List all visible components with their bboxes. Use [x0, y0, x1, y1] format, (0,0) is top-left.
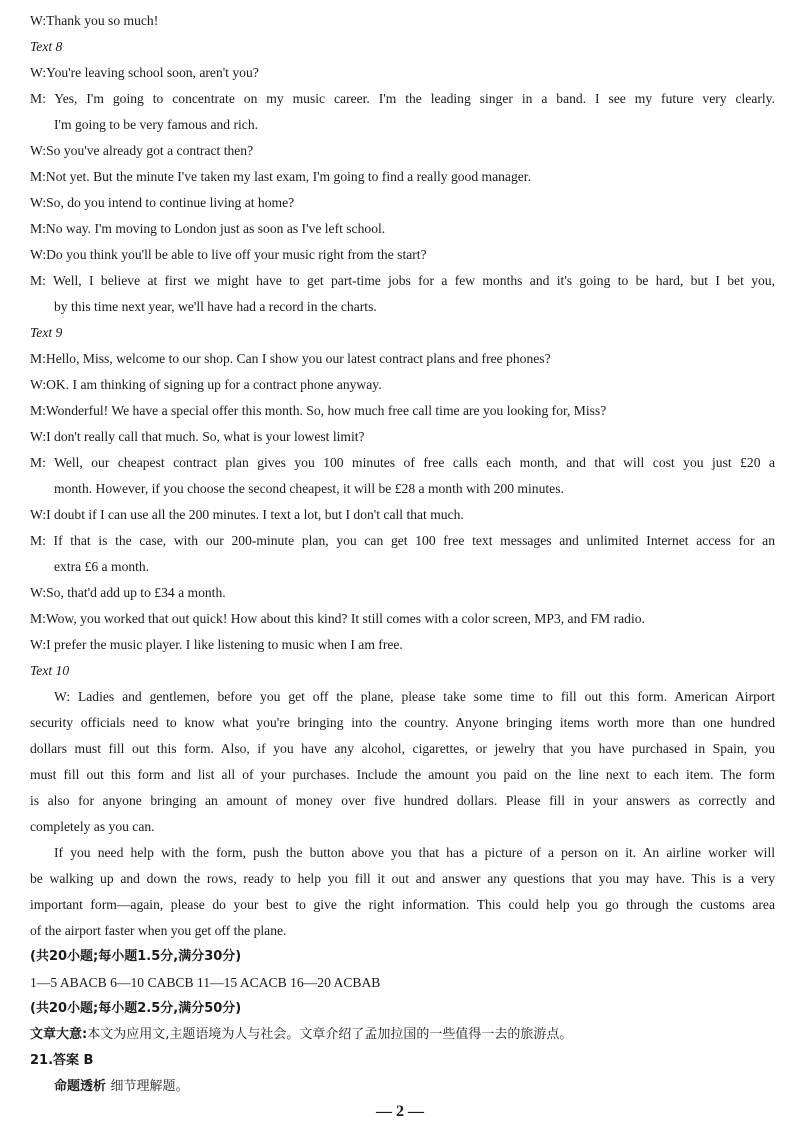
- utterance-text: You're leaving school soon, aren't you?: [46, 65, 259, 80]
- text-heading: Text 9: [30, 325, 63, 340]
- paragraph-line: completely as you can.: [30, 819, 155, 834]
- speaker-label: W:: [30, 13, 47, 28]
- utterance-text: Thank you so much!: [46, 13, 159, 28]
- dialogue-continuation: extra £6 a month.: [54, 559, 150, 574]
- dialogue-line: [30, 398, 775, 424]
- page-number: — 2 —: [376, 1103, 424, 1120]
- paragraph-line: is also for anyone bringing an amount of money over five hundred dollars. Please fill in your answers as correctly and: [30, 793, 775, 808]
- speaker-label: W:: [30, 429, 47, 444]
- dialogue-line: [30, 424, 775, 450]
- dialogue-line: [30, 346, 775, 372]
- paragraph-first-line: If you need help with the form, push the button above you that has a picture of a person on it. An airline worker will: [54, 845, 775, 860]
- paragraph-line: dollars must fill out this form. Also, if you have any alcohol, cigarettes, or jewelry that you have purchased in Spain, you: [30, 741, 775, 756]
- speaker-label: W:: [30, 195, 47, 210]
- dialogue-continuation: month. However, if you choose the second cheapest, it will be £28 a month with 200 minutes.: [54, 481, 564, 496]
- analysis-text: 细节理解题。: [110, 1079, 189, 1094]
- utterance-text: So, that'd add up to £34 a month.: [46, 585, 226, 600]
- paragraph-line: of the airport faster when you get off the plane.: [30, 923, 287, 938]
- utterance-text: Do you think you'll be able to live off your music right from the start?: [46, 247, 427, 262]
- utterance-text: Not yet. But the minute I've taken my last exam, I'm going to find a really good manager.: [45, 169, 531, 184]
- dialogue-line: [30, 632, 775, 658]
- dialogue-line: [30, 60, 775, 86]
- analysis-line: [54, 1074, 799, 1100]
- speaker-label: W:: [30, 377, 47, 392]
- dialogue-line: [30, 190, 775, 216]
- utterance-text: I doubt if I can use all the 200 minutes. I text a lot, but I don't call that much.: [46, 507, 464, 522]
- utterance-text: So, do you intend to continue living at home?: [46, 195, 295, 210]
- answer-line: 21.答案 B: [30, 1053, 94, 1068]
- dialogue-line: M: Yes, I'm going to concentrate on my music career. I'm the leading singer in a band. I see my future very clearly.: [30, 91, 775, 106]
- dialogue-line: [30, 138, 775, 164]
- dialogue-line: [30, 372, 775, 398]
- section-header: (共20小题;每小题1.5分,满分30分): [30, 949, 242, 964]
- speaker-label: W:: [30, 65, 47, 80]
- dialogue-line: [30, 164, 775, 190]
- dialogue-line: [30, 8, 775, 34]
- dialogue-line: [30, 606, 775, 632]
- utterance-text: No way. I'm moving to London just as soon as I've left school.: [45, 221, 386, 236]
- section-header: (共20小题;每小题2.5分,满分50分): [30, 1001, 242, 1016]
- paragraph-line: be walking up and down the rows, ready to help you fill it out and answer any questions that you may have. This is a very: [30, 871, 775, 886]
- summary-text: 本文为应用文,主题语境为人与社会。文章介绍了孟加拉国的一些值得一去的旅游点。: [87, 1027, 573, 1042]
- utterance-text: OK. I am thinking of signing up for a contract phone anyway.: [46, 377, 382, 392]
- speaker-label: M:: [30, 221, 46, 236]
- speaker-label: W:: [30, 143, 47, 158]
- dialogue-line: [30, 242, 775, 268]
- speaker-label: W:: [30, 247, 47, 262]
- dialogue-line: [30, 216, 775, 242]
- analysis-label: 命题透析: [54, 1079, 111, 1094]
- speaker-label: W:: [30, 637, 47, 652]
- dialogue-continuation: I'm going to be very famous and rich.: [54, 117, 259, 132]
- speaker-label: M:: [30, 351, 46, 366]
- dialogue-continuation: by this time next year, we'll have had a record in the charts.: [54, 299, 377, 314]
- dialogue-line: M: If that is the case, with our 200-minute plan, you can get 100 free text messages and unlimited Internet access for an: [30, 533, 775, 548]
- summary-label: 文章大意:: [30, 1027, 88, 1042]
- dialogue-line: [30, 580, 775, 606]
- utterance-text: Hello, Miss, welcome to our shop. Can I show you our latest contract plans and free phones?: [45, 351, 551, 366]
- paragraph-line: 1—5 ABACB 6—10 CABCB 11—15 ACACB 16—20 ACBAB: [30, 975, 381, 990]
- speaker-label: M:: [30, 611, 46, 626]
- speaker-label: W:: [30, 507, 47, 522]
- article-summary: [30, 1022, 775, 1048]
- dialogue-line: [30, 502, 775, 528]
- speaker-label: W:: [30, 585, 47, 600]
- utterance-text: So you've already got a contract then?: [46, 143, 254, 158]
- text-heading: Text 8: [30, 39, 63, 54]
- utterance-text: I don't really call that much. So, what is your lowest limit?: [46, 429, 365, 444]
- dialogue-line: M: Well, our cheapest contract plan gives you 100 minutes of free calls each month, and that will cost you just £20 a: [30, 455, 775, 470]
- dialogue-line: M: Well, I believe at first we might have to get part-time jobs for a few months and it's going to be hard, but I bet you,: [30, 273, 775, 288]
- paragraph-line: important form—again, please do your best to give the right information. This could help you go through the customs area: [30, 897, 775, 912]
- utterance-text: Wow, you worked that out quick! How about this kind? It still comes with a color screen, MP3, and FM radio.: [45, 611, 645, 626]
- paragraph-first-line: W: Ladies and gentlemen, before you get off the plane, please take some time to fill out this form. American Airport: [54, 689, 775, 704]
- speaker-label: M:: [30, 403, 46, 418]
- utterance-text: I prefer the music player. I like listening to music when I am free.: [46, 637, 403, 652]
- paragraph-line: must fill out this form and list all of your purchases. Include the amount you paid on the line next to each item. The form: [30, 767, 775, 782]
- utterance-text: Wonderful! We have a special offer this month. So, how much free call time are you looking for, Miss?: [45, 403, 607, 418]
- text-heading: Text 10: [30, 663, 70, 678]
- speaker-label: M:: [30, 169, 46, 184]
- paragraph-line: security officials need to know what you're bringing into the country. Anyone bringing items worth more than one hundred: [30, 715, 775, 730]
